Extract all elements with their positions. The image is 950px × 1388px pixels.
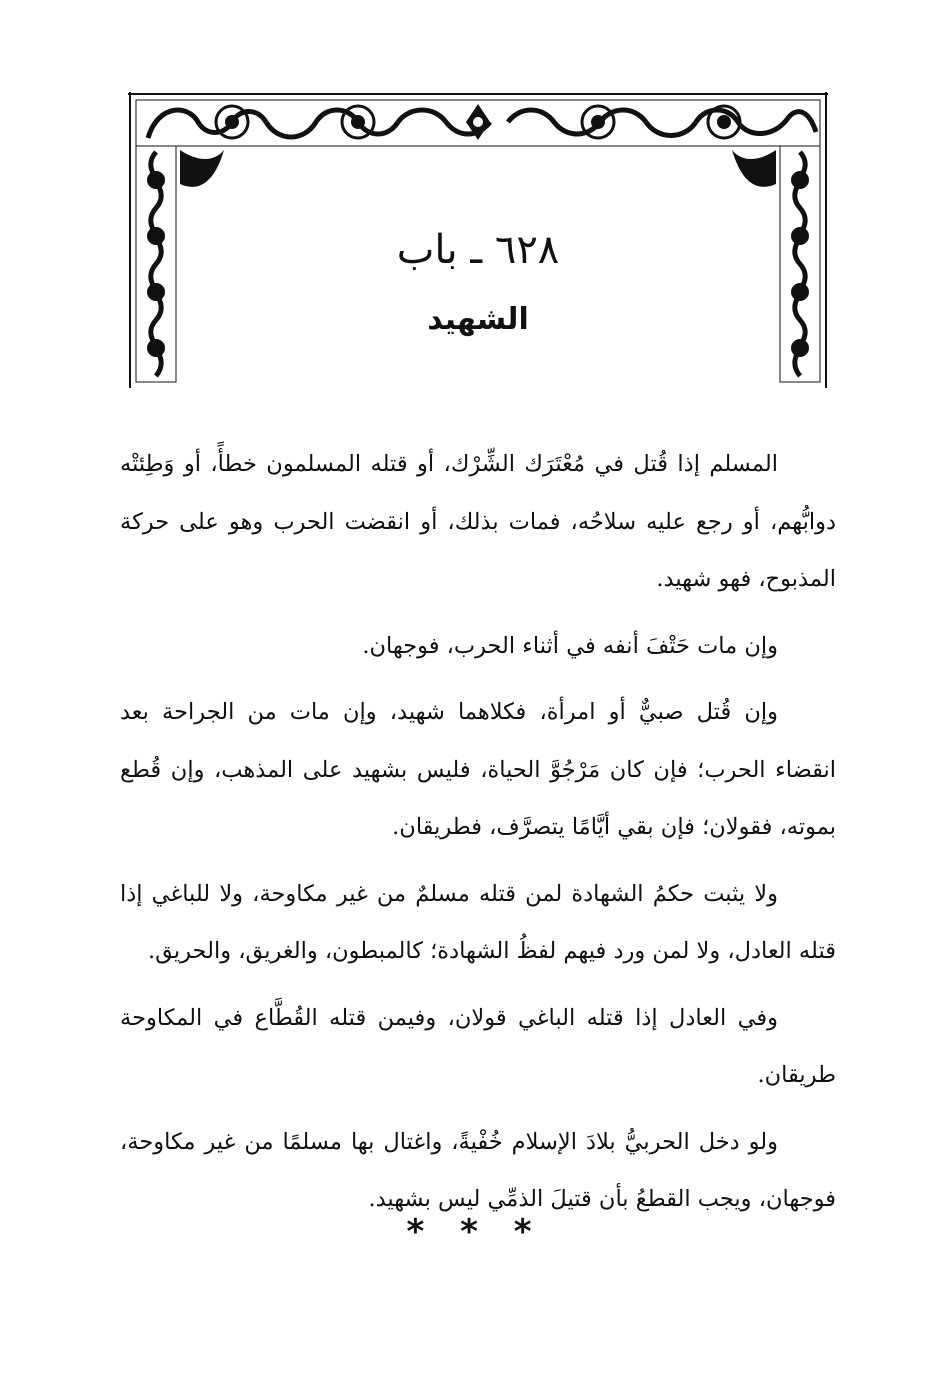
paragraph-6: ولو دخل الحربيُّ بلادَ الإسلام خُفْيةً، واغتال بها مسلمًا من غير مكاوحة، فوجهان، ويجب القطعُ بأن قتيلَ الذمِّي ليس بشهيد.: [120, 1128, 836, 1212]
paragraph-2: وإن مات حَتْفَ أنفه في أثناء الحرب، فوجهان.: [362, 632, 778, 659]
paragraph-4: ولا يثبت حكمُ الشهادة لمن قتله مسلمٌ من غير مكاوحة، ولا للباغي إذا قتله العادل، ولا لمن ورد فيهم لفظُ الشهادة؛ كالمبطون، والغريق، والحريق.: [120, 880, 836, 964]
section-title: الشهيد: [427, 302, 529, 337]
body-text: [120, 436, 836, 1229]
chapter-heading: [128, 220, 828, 342]
paragraph-1: المسلم إذا قُتل في مُعْتَرَك الشِّرْك، أو قتله المسلمون خطأً، أو وَطِئتْه دوابُّهم، أو رجع عليه سلاحُه، فمات بذلك، أو انقضت الحرب وهو على حركة المذبوح، فهو شهيد.: [120, 451, 836, 592]
paragraph-3: وإن قُتل صبيٌّ أو امرأة، فكلاهما شهيد، وإن مات من الجراحة بعد انقضاء الحرب؛ فإن كان مَرْجُوَّ الحياة، فليس بشهيد على المذهب، وإن قُطع بموته، فقولان؛ فإن بقي أيَّامًا يتصرَّف، فطريقان.: [120, 699, 836, 840]
chapter-title: ٦٢٨ ـ باب: [396, 227, 560, 273]
section-separator: * * *: [406, 1212, 544, 1252]
paragraph-5: وفي العادل إذا قتله الباغي قولان، وفيمن قتله القُطَّاع في المكاوحة طريقان.: [120, 1004, 836, 1088]
